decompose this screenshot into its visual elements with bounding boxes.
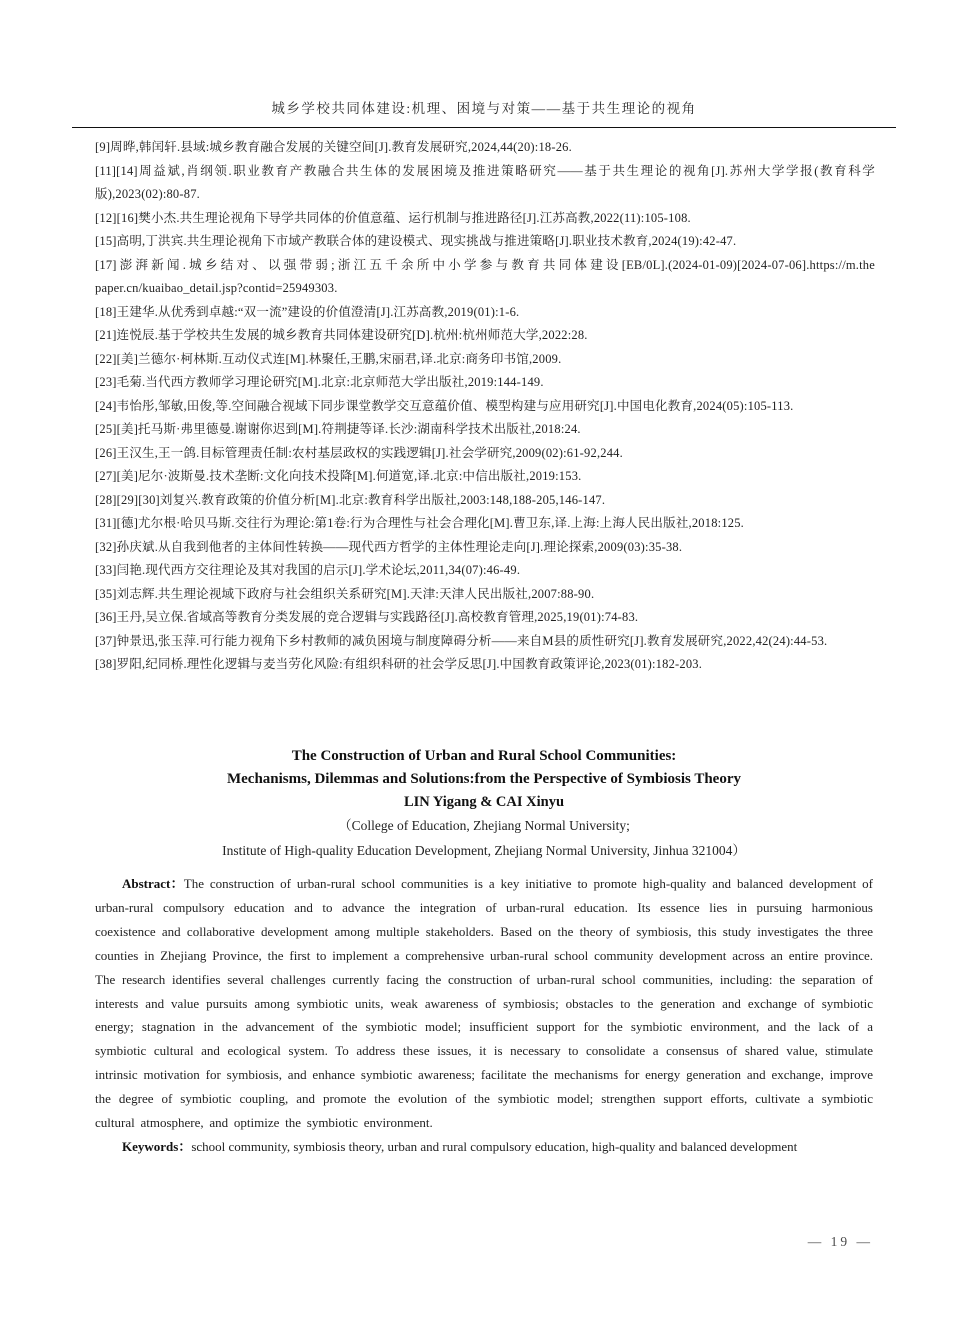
reference-item: [27][美]尼尔·波斯曼.技术垄断:文化向技术投降[M].何道宽,译.北京:中信出版社,2019:153. <box>95 469 582 483</box>
reference-item: [24]韦怡彤,邹敏,田俊,等.空间融合视域下同步课堂教学交互意蕴价值、模型构建与应用研究[J].中国电化教育,2024(05):105-113. <box>95 398 794 413</box>
page-number: — 19 — <box>807 1234 873 1249</box>
reference-item: [37]钟景迅,张玉萍.可行能力视角下乡村教师的减负困境与制度障碍分析——来自M县的质性研究[J].教育发展研究,2022,42(24):44-53. <box>95 633 828 648</box>
abstract-text: The construction of urban-rural school communities is a key initiative to promote high-quality and balanced development of urban-rural compulsory education and to advance the integration of urban-rural education. Its essence lies in pursuing harmonious coexistence and collaborative development among multiple stakeholders. Based on the theory of symbiosis, this study investigates the three counties in Zhejiang Province, the first to implement a comprehensive urban-rural school community development across an entire province. The research identifies several challenges currently facing the construction of urban-rural school communities, including: the separation of interests and value pursuits among symbiotic units, weak awareness of symbiosis; obstacles to the generation and exchange of symbiotic energy; stagnation in the advancement of the symbiotic model; insufficient support for the symbiotic environment, and the lack of a symbiotic cultural and ecological system. To address these issues, it is necessary to consolidate a consensus of shared value, stimulate intrinsic motivation for symbiosis, and enhance symbiotic awareness; facilitate the mechanisms for energy generation and exchange, improve the degree of symbiotic coupling, and promote the evolution of the symbiotic model; strengthen support efforts, cultivate a symbiotic cultural atmosphere, and optimize the symbiotic environment. <box>95 876 873 1131</box>
keywords-text: school community, symbiosis theory, urban and rural compulsory education, high-quality and balanced development <box>191 1138 798 1154</box>
reference-item: [26]王汉生,王一鸽.目标管理责任制:农村基层政权的实践逻辑[J].社会学研究,2009(02):61-92,244. <box>95 445 623 460</box>
header-rule-divider <box>72 127 896 128</box>
abstract-label: Abstract： <box>122 876 184 891</box>
english-abstract-section <box>95 745 873 1159</box>
keywords-paragraph <box>95 1135 873 1159</box>
reference-item: [22][美]兰德尔·柯林斯.互动仪式连[M].林聚任,王鹏,宋丽君,译.北京:商务印书馆,2009. <box>95 351 562 366</box>
reference-item: [15]高明,丁洪宾.共生理论视角下市域产教联合体的建设模式、现实挑战与推进策略[J].职业技术教育,2024(19):42-47. <box>95 234 737 248</box>
abstract-paragraph <box>95 872 873 1135</box>
english-title-line-1: The Construction of Urban and Rural School Communities: <box>291 748 677 764</box>
reference-list <box>95 136 875 677</box>
running-head: 城乡学校共同体建设:机理、困境与对策——基于共生理论的视角 <box>271 101 697 116</box>
english-affiliation-line-2: Institute of High-quality Education Development, Zhejiang Normal University, Jinhua 321004） <box>222 842 746 858</box>
english-title-line-2: Mechanisms, Dilemmas and Solutions:from the Perspective of Symbiosis Theory <box>226 771 741 787</box>
reference-item: [11][14]周益斌,肖纲领.职业教育产教融合共生体的发展困境及推进策略研究——基于共生理论的视角[J].苏州大学学报(教育科学版),2023(02):80-87. <box>95 163 875 201</box>
reference-item: [36]王丹,吴立保.省域高等教育分类发展的竞合逻辑与实践路径[J].高校教育管理,2025,19(01):74-83. <box>95 610 639 624</box>
reference-item: [18]王建华.从优秀到卓越:“双一流”建设的价值澄清[J].江苏高教,2019(01):1-6. <box>95 304 520 319</box>
reference-item: [31][德]尤尔根·哈贝马斯.交往行为理论:第1卷:行为合理性与社会合理化[M].曹卫东,译.上海:上海人民出版社,2018:125. <box>95 516 744 530</box>
reference-item: [23]毛菊.当代西方教师学习理论研究[M].北京:北京师范大学出版社,2019:144-149. <box>95 375 544 389</box>
reference-item: [17]澎湃新闻.城乡结对、以强带弱;浙江五千余所中小学参与教育共同体建设[EB/0L].(2024-01-09)[2024-07-06].https://m.the paper.cn/kuaibao_detail.jsp?contid=25949303. <box>95 257 875 295</box>
reference-item: [38]罗阳,纪同桥.理性化逻辑与麦当劳化风险:有组织科研的社会学反思[J].中国教育政策评论,2023(01):182-203. <box>95 657 703 671</box>
reference-item: [21]连悦辰.基于学校共生发展的城乡教育共同体建设研究[D].杭州:杭州师范大学,2022:28. <box>95 328 588 342</box>
reference-item: [28][29][30]刘复兴.教育政策的价值分析[M].北京:教育科学出版社,2003:148,188-205,146-147. <box>95 492 606 507</box>
reference-item: [25][美]托马斯·弗里德曼.谢谢你迟到[M].符荆捷等译.长沙:湖南科学技术出版社,2018:24. <box>95 422 581 436</box>
keywords-label: Keywords： <box>122 1138 192 1154</box>
english-affiliation-line-1: （College of Education, Zhejiang Normal University; <box>338 818 630 833</box>
reference-item: [35]刘志辉.共生理论视域下政府与社会组织关系研究[M].天津:天津人民出版社,2007:88-90. <box>95 586 595 601</box>
english-authors: LIN Yigang & CAI Xinyu <box>403 794 565 810</box>
reference-item: [12][16]樊小杰.共生理论视角下导学共同体的价值意蕴、运行机制与推进路径[J].江苏高教,2022(11):105-108. <box>95 210 691 225</box>
reference-item: [32]孙庆斌.从自我到他者的主体间性转换——现代西方哲学的主体性理论走向[J].理论探索,2009(03):35-38. <box>95 539 683 554</box>
reference-item: [9]周晔,韩闰轩.县域:城乡教育融合发展的关键空间[J].教育发展研究,2024,44(20):18-26. <box>95 140 572 154</box>
reference-item: [33]闫艳.现代西方交往理论及其对我国的启示[J].学术论坛,2011,34(07):46-49. <box>95 563 521 577</box>
